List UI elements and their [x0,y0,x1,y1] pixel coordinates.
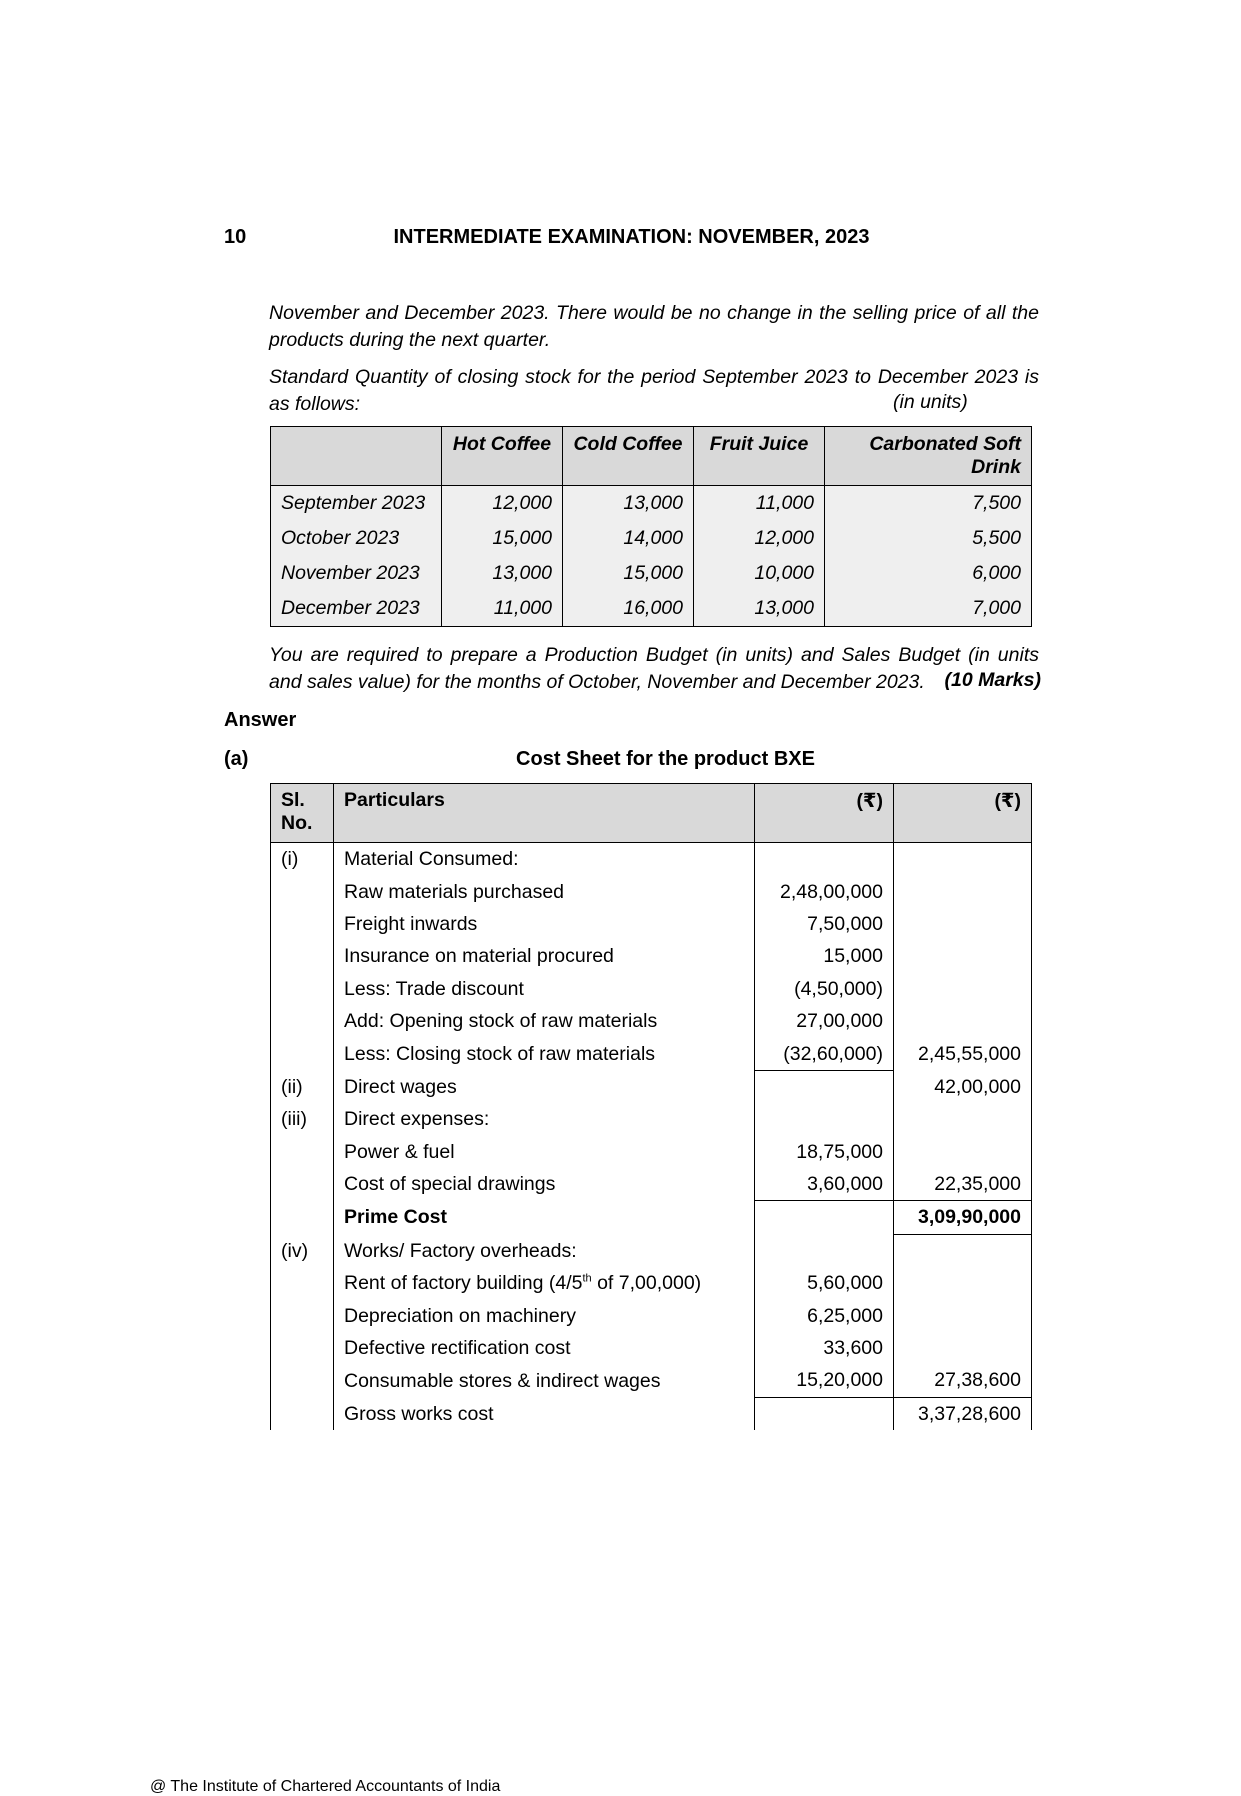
cost-cell: Freight inwards [334,908,755,940]
cost-header-sl-no: Sl. No. [271,784,334,843]
stock-header-hot-coffee: Hot Coffee [442,427,563,486]
stock-cell: December 2023 [271,591,442,627]
stock-cell: 6,000 [825,556,1032,591]
cost-cell [271,1168,334,1201]
table-row [271,1397,1032,1430]
answer-part-label: (a) [224,748,249,770]
cost-cell [894,875,1032,907]
cost-cell [271,908,334,940]
cost-cell [755,1234,894,1267]
question-paragraph-1: November and December 2023. There would be no change in the selling price of all the products during the next quarter. [269,302,1039,351]
cost-cell: Less: Closing stock of raw materials [334,1037,755,1070]
cost-cell [755,843,894,876]
stock-cell: 14,000 [563,521,694,556]
cost-cell: Add: Opening stock of raw materials [334,1005,755,1037]
cost-cell [271,1005,334,1037]
table-row [271,1299,1032,1331]
cost-cell: 5,60,000 [755,1267,894,1299]
cost-cell [755,1397,894,1430]
closing-stock-table [270,426,1032,627]
cost-cell [271,1267,334,1299]
cost-sheet-title: Cost Sheet for the product BXE [516,748,815,770]
cost-cell: 27,00,000 [755,1005,894,1037]
cost-cell: 7,50,000 [755,908,894,940]
page-header-title: INTERMEDIATE EXAMINATION: NOVEMBER, 2023 [393,226,870,248]
cost-cell: 6,25,000 [755,1299,894,1331]
cost-cell [271,1397,334,1430]
cost-cell: (ii) [271,1070,334,1103]
cost-cell: 3,09,90,000 [894,1201,1032,1234]
cost-cell: 3,37,28,600 [894,1397,1032,1430]
stock-cell: 11,000 [694,486,825,522]
cost-cell: (iii) [271,1103,334,1135]
cost-cell [894,1005,1032,1037]
cost-cell: Material Consumed: [334,843,755,876]
cost-cell: (i) [271,843,334,876]
cost-sheet-table [270,783,1032,1430]
cost-cell: Prime Cost [334,1201,755,1234]
table-row [271,908,1032,940]
cost-cell [271,1037,334,1070]
table-row [271,591,1032,627]
cost-header-particulars: Particulars [334,784,755,843]
rent-suffix: of 7,00,000) [591,1272,702,1295]
stock-table-header-row [271,427,1032,486]
stock-header-blank [271,427,442,486]
cost-cell: Power & fuel [334,1136,755,1168]
cost-cell: Gross works cost [334,1397,755,1430]
page-footer: @ The Institute of Chartered Accountants of India [150,1778,501,1795]
rent-text: Rent of factory building (4/5 [344,1272,583,1295]
stock-cell: 13,000 [563,486,694,522]
stock-cell: 13,000 [442,556,563,591]
cost-cell [271,1299,334,1331]
stock-cell: 15,000 [563,556,694,591]
answer-heading: Answer [224,709,297,731]
cost-cell: Less: Trade discount [334,973,755,1005]
cost-cell: Works/ Factory overheads: [334,1234,755,1267]
question-paragraph-3: You are required to prepare a Production Budget (in units) and Sales Budget (in units and sales value) for the months of October, November and December 2023. [269,644,1039,693]
cost-cell [894,1136,1032,1168]
cost-cell [755,1201,894,1234]
cost-cell [271,973,334,1005]
cost-cell: (32,60,000) [755,1037,894,1070]
cost-cell [271,1201,334,1234]
cost-cell: 15,20,000 [755,1364,894,1397]
rent-superscript: th [582,1272,592,1285]
stock-cell: November 2023 [271,556,442,591]
stock-cell: September 2023 [271,486,442,522]
table-row [271,1332,1032,1364]
cost-cell: 18,75,000 [755,1136,894,1168]
cost-cell [271,1136,334,1168]
table-row [271,1168,1032,1201]
cost-cell [894,908,1032,940]
cost-cell: 2,48,00,000 [755,875,894,907]
cost-cell: Depreciation on machinery [334,1299,755,1331]
stock-cell: 12,000 [694,521,825,556]
cost-cell: 3,60,000 [755,1168,894,1201]
cost-cell: 2,45,55,000 [894,1037,1032,1070]
table-row [271,1201,1032,1234]
cost-cell: (4,50,000) [755,973,894,1005]
cost-cell [334,1267,755,1299]
cost-cell: (iv) [271,1234,334,1267]
table-row [271,556,1032,591]
page-number: 10 [224,226,247,248]
stock-cell: 12,000 [442,486,563,522]
stock-header-fruit-juice: Fruit Juice [694,427,825,486]
stock-cell: 11,000 [442,591,563,627]
table-row [271,940,1032,972]
table-row [271,1103,1032,1135]
cost-table-header-row [271,784,1032,843]
stock-cell: 5,500 [825,521,1032,556]
table-row [271,1234,1032,1267]
table-row [271,521,1032,556]
units-note: (in units) [893,391,968,413]
cost-cell [271,1332,334,1364]
cost-cell: 42,00,000 [894,1070,1032,1103]
stock-header-carbonated-soft-drink: Carbonated Soft Drink [825,427,1032,486]
cost-cell: Direct wages [334,1070,755,1103]
cost-cell: Cost of special drawings [334,1168,755,1201]
cost-cell [755,1070,894,1103]
table-row [271,1136,1032,1168]
stock-cell: 13,000 [694,591,825,627]
cost-header-amount-1: (₹) [755,784,894,843]
table-row [271,1037,1032,1070]
cost-cell [894,1267,1032,1299]
table-row [271,1070,1032,1103]
cost-cell: 22,35,000 [894,1168,1032,1201]
cost-cell [271,875,334,907]
table-row [271,843,1032,876]
marks-label: (10 Marks) [944,669,1041,691]
cost-cell [755,1103,894,1135]
stock-header-cold-coffee: Cold Coffee [563,427,694,486]
cost-cell: 33,600 [755,1332,894,1364]
cost-cell [894,1332,1032,1364]
cost-cell: Insurance on material procured [334,940,755,972]
table-row [271,486,1032,522]
stock-cell: 16,000 [563,591,694,627]
cost-cell [894,973,1032,1005]
table-row [271,875,1032,907]
cost-cell [894,1103,1032,1135]
cost-cell [894,940,1032,972]
stock-cell: 7,000 [825,591,1032,627]
cost-cell: Raw materials purchased [334,875,755,907]
cost-cell [271,940,334,972]
table-row [271,973,1032,1005]
cost-cell: Consumable stores & indirect wages [334,1364,755,1397]
cost-cell [894,1299,1032,1331]
cost-cell [894,843,1032,876]
stock-cell: 7,500 [825,486,1032,522]
cost-header-amount-2: (₹) [894,784,1032,843]
stock-cell: October 2023 [271,521,442,556]
table-row [271,1005,1032,1037]
table-row [271,1267,1032,1299]
stock-cell: 10,000 [694,556,825,591]
cost-cell [894,1234,1032,1267]
question-paragraph-2: Standard Quantity of closing stock for the period September 2023 to December 2023 is as follows: [269,366,1039,415]
stock-cell: 15,000 [442,521,563,556]
cost-cell: Direct expenses: [334,1103,755,1135]
cost-cell: 15,000 [755,940,894,972]
table-row [271,1364,1032,1397]
cost-cell: Defective rectification cost [334,1332,755,1364]
cost-cell: 27,38,600 [894,1364,1032,1397]
cost-cell [271,1364,334,1397]
